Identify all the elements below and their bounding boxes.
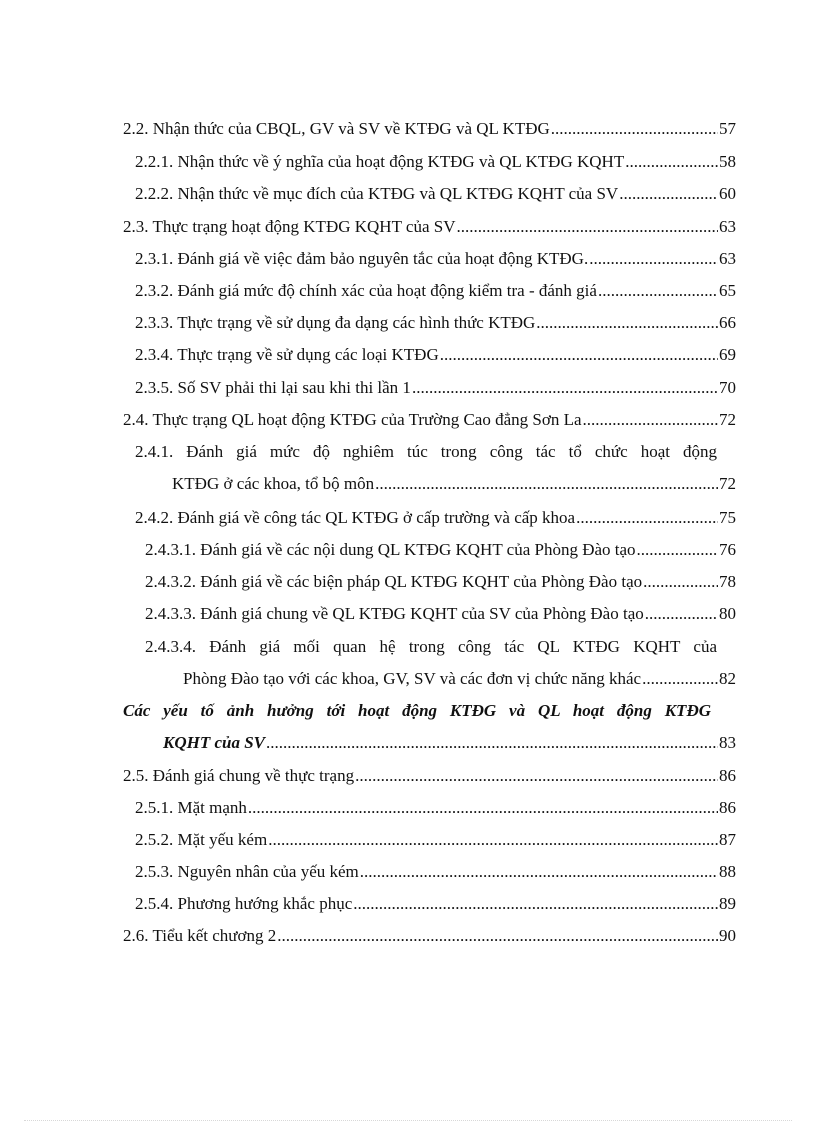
toc-page-number: 83 bbox=[719, 733, 736, 752]
toc-page-number: 90 bbox=[719, 926, 736, 945]
toc-leader-dots bbox=[355, 765, 718, 787]
toc-entry-title: 2.3.3. Thực trạng về sử dụng đa dạng các hình thức KTĐG bbox=[135, 313, 536, 332]
toc-leader-dots bbox=[268, 829, 718, 851]
toc-entry bbox=[135, 312, 736, 334]
toc-entry bbox=[123, 925, 736, 947]
toc-entry bbox=[163, 732, 736, 754]
toc-leader-dots bbox=[637, 539, 718, 561]
toc-leader-dots bbox=[645, 603, 718, 625]
toc-entry-title-line1: 2.4.1. Đánh giá mức độ nghiêm túc trong công tác tổ chức hoạt động bbox=[135, 442, 717, 461]
toc-entry bbox=[172, 473, 736, 495]
toc-page-number: 89 bbox=[719, 894, 736, 913]
toc-entry bbox=[135, 151, 736, 173]
toc-page-number: 86 bbox=[719, 798, 736, 817]
toc-entry-title: 2.3. Thực trạng hoạt động KTĐG KQHT của SV bbox=[123, 217, 456, 236]
toc-entry-title: 2.4.2. Đánh giá về công tác QL KTĐG ở cấp trường và cấp khoa bbox=[135, 508, 576, 527]
toc-page-number: 78 bbox=[719, 572, 736, 591]
toc-entry-title: 2.4. Thực trạng QL hoạt động KTĐG của Trường Cao đẳng Sơn La bbox=[123, 410, 582, 429]
toc-leader-dots bbox=[589, 248, 718, 270]
toc-entry bbox=[135, 377, 736, 399]
toc-leader-dots bbox=[643, 571, 718, 593]
toc-entry-title-line2: KTĐG ở các khoa, tổ bộ môn bbox=[172, 474, 375, 493]
toc-page-number: 80 bbox=[719, 604, 736, 623]
page-bottom-border bbox=[24, 1120, 792, 1121]
toc-entry-title: 2.3.2. Đánh giá mức độ chính xác của hoạt động kiểm tra - đánh giá bbox=[135, 281, 597, 300]
toc-page-number: 82 bbox=[719, 669, 736, 688]
toc-page-number: 72 bbox=[719, 474, 736, 493]
toc-entry bbox=[145, 603, 736, 625]
toc-page-number: 58 bbox=[719, 152, 736, 171]
toc-leader-dots bbox=[456, 216, 718, 238]
toc-page-number: 70 bbox=[719, 378, 736, 397]
toc-page-number: 63 bbox=[719, 249, 736, 268]
toc-entry-title: 2.2.1. Nhận thức về ý nghĩa của hoạt động KTĐG và QL KTĐG KQHT bbox=[135, 152, 625, 171]
toc-entry-title: 2.3.1. Đánh giá về việc đảm bảo nguyên tắc của hoạt động KTĐG. bbox=[135, 249, 589, 268]
toc-page-number: 66 bbox=[719, 313, 736, 332]
toc-page-number: 86 bbox=[719, 766, 736, 785]
toc-entry-title: 2.2.2. Nhận thức về mục đích của KTĐG và QL KTĐG KQHT của SV bbox=[135, 184, 619, 203]
toc-leader-dots bbox=[619, 183, 718, 205]
toc-entry-title: 2.5.4. Phương hướng khắc phục bbox=[135, 894, 353, 913]
toc-leader-dots bbox=[375, 473, 718, 495]
toc-entry-title: 2.3.5. Số SV phải thi lại sau khi thi lần 1 bbox=[135, 378, 411, 397]
toc-entry bbox=[135, 829, 736, 851]
toc-page-number: 72 bbox=[719, 410, 736, 429]
toc-entry bbox=[135, 893, 736, 915]
toc-entry-title: 2.5.2. Mặt yếu kém bbox=[135, 830, 268, 849]
toc-entry bbox=[123, 765, 736, 787]
toc-entry-title: 2.6. Tiểu kết chương 2 bbox=[123, 926, 277, 945]
toc-entry-title-line1: 2.4.3.4. Đánh giá mối quan hệ trong công tác QL KTĐG KQHT của bbox=[145, 637, 717, 656]
toc-entry-title: 2.5. Đánh giá chung về thực trạng bbox=[123, 766, 355, 785]
toc-leader-dots bbox=[277, 925, 718, 947]
toc-leader-dots bbox=[360, 861, 718, 883]
toc-entry-title: 2.2. Nhận thức của CBQL, GV và SV về KTĐG và QL KTĐG bbox=[123, 119, 550, 138]
toc-page-number: 88 bbox=[719, 862, 736, 881]
toc-entry bbox=[135, 183, 736, 205]
toc-page-number: 75 bbox=[719, 508, 736, 527]
toc-entry bbox=[135, 344, 736, 366]
toc-entry bbox=[135, 507, 736, 529]
toc-entry bbox=[135, 248, 736, 270]
toc-entry-title: 2.4.3.1. Đánh giá về các nội dung QL KTĐG KQHT của Phòng Đào tạo bbox=[145, 540, 636, 559]
toc-entry bbox=[135, 280, 736, 302]
toc-entry-title: 2.4.3.3. Đánh giá chung về QL KTĐG KQHT của SV của Phòng Đào tạo bbox=[145, 604, 644, 623]
toc-page-number: 63 bbox=[719, 217, 736, 236]
toc-entry bbox=[135, 797, 736, 819]
toc-entry-title: 2.5.1. Mặt mạnh bbox=[135, 798, 247, 817]
toc-page-number: 57 bbox=[719, 119, 736, 138]
toc-entry-title: 2.4.3.2. Đánh giá về các biện pháp QL KTĐG KQHT của Phòng Đào tạo bbox=[145, 572, 643, 591]
toc-entry-title: 2.5.3. Nguyên nhân của yếu kém bbox=[135, 862, 359, 881]
toc-page-number: 87 bbox=[719, 830, 736, 849]
toc-entry bbox=[145, 571, 736, 593]
toc-section-title-line2: KQHT của SV bbox=[163, 733, 266, 752]
toc-entry bbox=[123, 216, 736, 238]
toc-page-number: 60 bbox=[719, 184, 736, 203]
toc-leader-dots bbox=[598, 280, 718, 302]
toc-entry-title: 2.3.4. Thực trạng về sử dụng các loại KTĐG bbox=[135, 345, 439, 364]
toc-page-number: 76 bbox=[719, 540, 736, 559]
toc-leader-dots bbox=[536, 312, 718, 334]
toc-entry-title-line2: Phòng Đào tạo với các khoa, GV, SV và các đơn vị chức năng khác bbox=[183, 669, 642, 688]
toc-leader-dots bbox=[266, 732, 718, 754]
toc-entry bbox=[123, 118, 736, 140]
toc-leader-dots bbox=[353, 893, 718, 915]
toc-leader-dots bbox=[625, 151, 718, 173]
toc-leader-dots bbox=[440, 344, 718, 366]
toc-entry bbox=[183, 668, 736, 690]
toc-leader-dots bbox=[576, 507, 718, 529]
toc-section-title-line1: Các yếu tố ảnh hưởng tới hoạt động KTĐG và QL hoạt động KTĐG bbox=[123, 701, 711, 720]
toc-page-number: 65 bbox=[719, 281, 736, 300]
toc-leader-dots bbox=[248, 797, 718, 819]
toc-entry bbox=[135, 861, 736, 883]
toc-leader-dots bbox=[412, 377, 718, 399]
toc-leader-dots bbox=[642, 668, 718, 690]
toc-entry bbox=[123, 409, 736, 431]
toc-page-number: 69 bbox=[719, 345, 736, 364]
toc-leader-dots bbox=[583, 409, 718, 431]
toc-leader-dots bbox=[551, 118, 718, 140]
toc-entry bbox=[145, 539, 736, 561]
